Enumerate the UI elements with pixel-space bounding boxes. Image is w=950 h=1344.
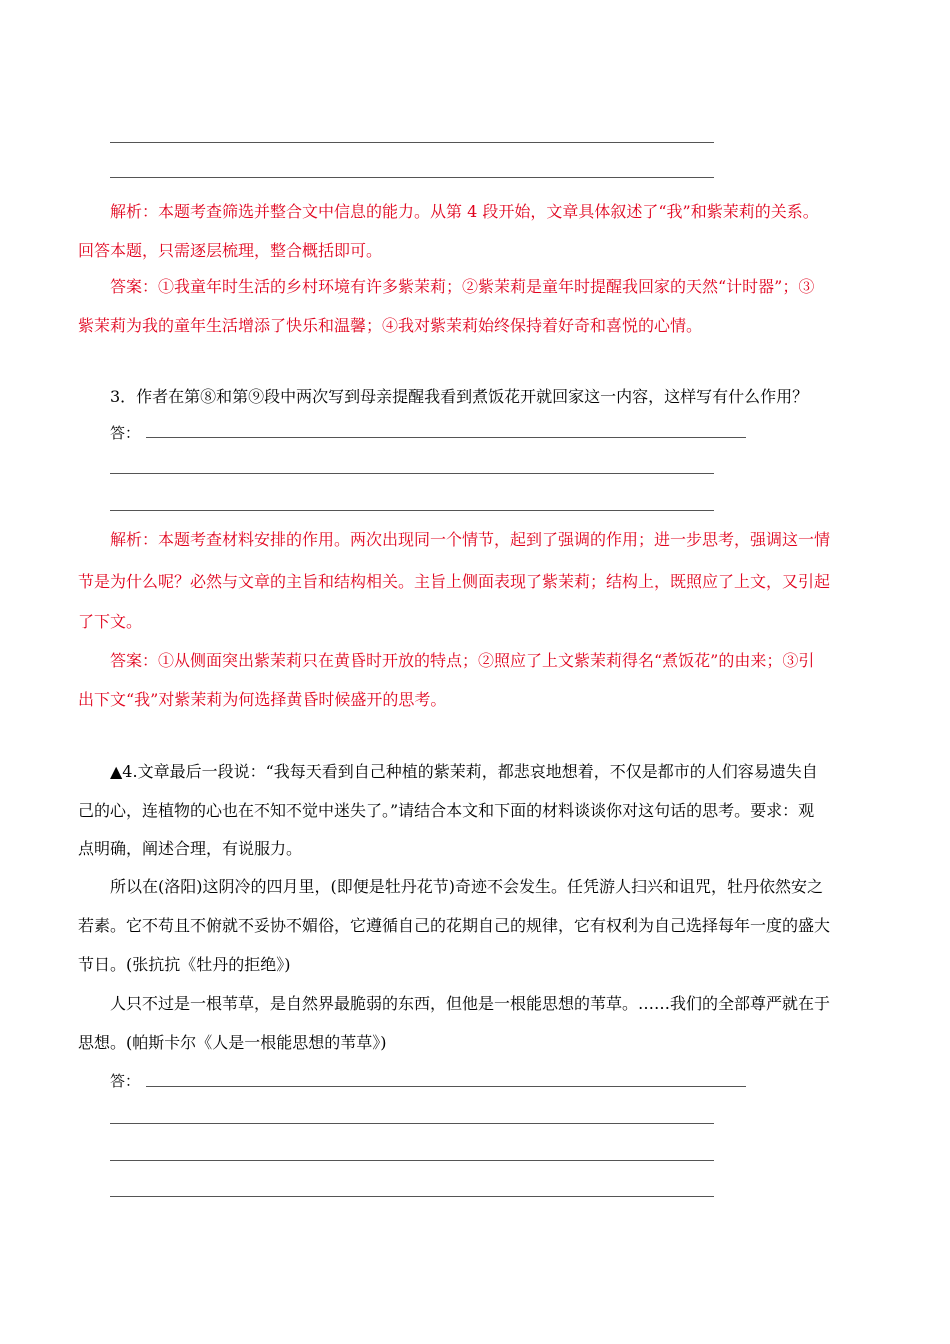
answer-line[interactable] (110, 510, 714, 511)
q3-answer-line: 答案：①从侧面突出紫茉莉只在黄昏时开放的特点；②照应了上文紫茉莉得名“煮饭花”的由来；③引 (110, 651, 815, 670)
q4-question-line: 己的心，连植物的心也在不知不觉中迷失了。”请结合本文和下面的材料谈谈你对这句话的思考。要求：观 (78, 801, 815, 820)
q3-analysis-line: 了下文。 (78, 612, 143, 631)
answer-line[interactable] (146, 1086, 746, 1087)
q3-answer-line: 出下文“我”对紫茉莉为何选择黄昏时候盛开的思考。 (78, 690, 447, 709)
answer-line[interactable] (110, 142, 714, 143)
q4-question-line: 点明确，阐述合理，有说服力。 (78, 839, 303, 858)
answer-line[interactable] (110, 1123, 714, 1124)
answer-line[interactable] (110, 177, 714, 178)
answer-line[interactable] (110, 1196, 714, 1197)
q2-analysis-line: 解析：本题考查筛选并整合文中信息的能力。从第 4 段开始，文章具体叙述了“我”和紫茉莉的关系。 (110, 202, 819, 221)
q2-answer-line: 紫茉莉为我的童年生活增添了快乐和温馨；④我对紫茉莉始终保持着好奇和喜悦的心情。 (78, 316, 703, 335)
q3-analysis-line: 解析：本题考查材料安排的作用。两次出现同一个情节，起到了强调的作用；进一步思考，强调这一情 (110, 530, 831, 549)
material-paragraph-line: 节日。(张抗抗《牡丹的拒绝》) (78, 955, 291, 974)
material-paragraph-line: 若素。它不苟且不俯就不妥协不媚俗，它遵循自己的花期自己的规律，它有权利为自己选择每年一度的盛大 (78, 916, 831, 935)
material-paragraph-line: 所以在(洛阳)这阴冷的四月里，(即便是牡丹花节)奇迹不会发生。任凭游人扫兴和诅咒，牡丹依然安之 (110, 877, 823, 896)
q4-question-line: ▲4.文章最后一段说：“我每天看到自己种植的紫茉莉，都悲哀地想着，不仅是都市的人们容易遗失自 (110, 762, 818, 781)
q3-question: 3．作者在第⑧和第⑨段中两次写到母亲提醒我看到煮饭花开就回家这一内容，这样写有什么作用？ (110, 387, 809, 406)
q3-analysis-line: 节是为什么呢？必然与文章的主旨和结构相关。主旨上侧面表现了紫茉莉；结构上，既照应了上文，又引起 (78, 572, 831, 591)
answer-line[interactable] (110, 473, 714, 474)
q4-answer-label: 答： (110, 1072, 141, 1090)
answer-line[interactable] (110, 1160, 714, 1161)
q3-answer-label: 答： (110, 424, 141, 442)
material-paragraph-line: 人只不过是一根苇草，是自然界最脆弱的东西，但他是一根能思想的苇草。……我们的全部尊严就在于 (110, 994, 831, 1013)
answer-line[interactable] (146, 437, 746, 438)
q2-analysis-line: 回答本题，只需逐层梳理，整合概括即可。 (78, 241, 383, 260)
q2-answer-line: 答案：①我童年时生活的乡村环境有许多紫茉莉；②紫茉莉是童年时提醒我回家的天然“计时器”；③ (110, 277, 815, 296)
material-paragraph-line: 思想。(帕斯卡尔《人是一根能思想的苇草》) (78, 1033, 387, 1052)
